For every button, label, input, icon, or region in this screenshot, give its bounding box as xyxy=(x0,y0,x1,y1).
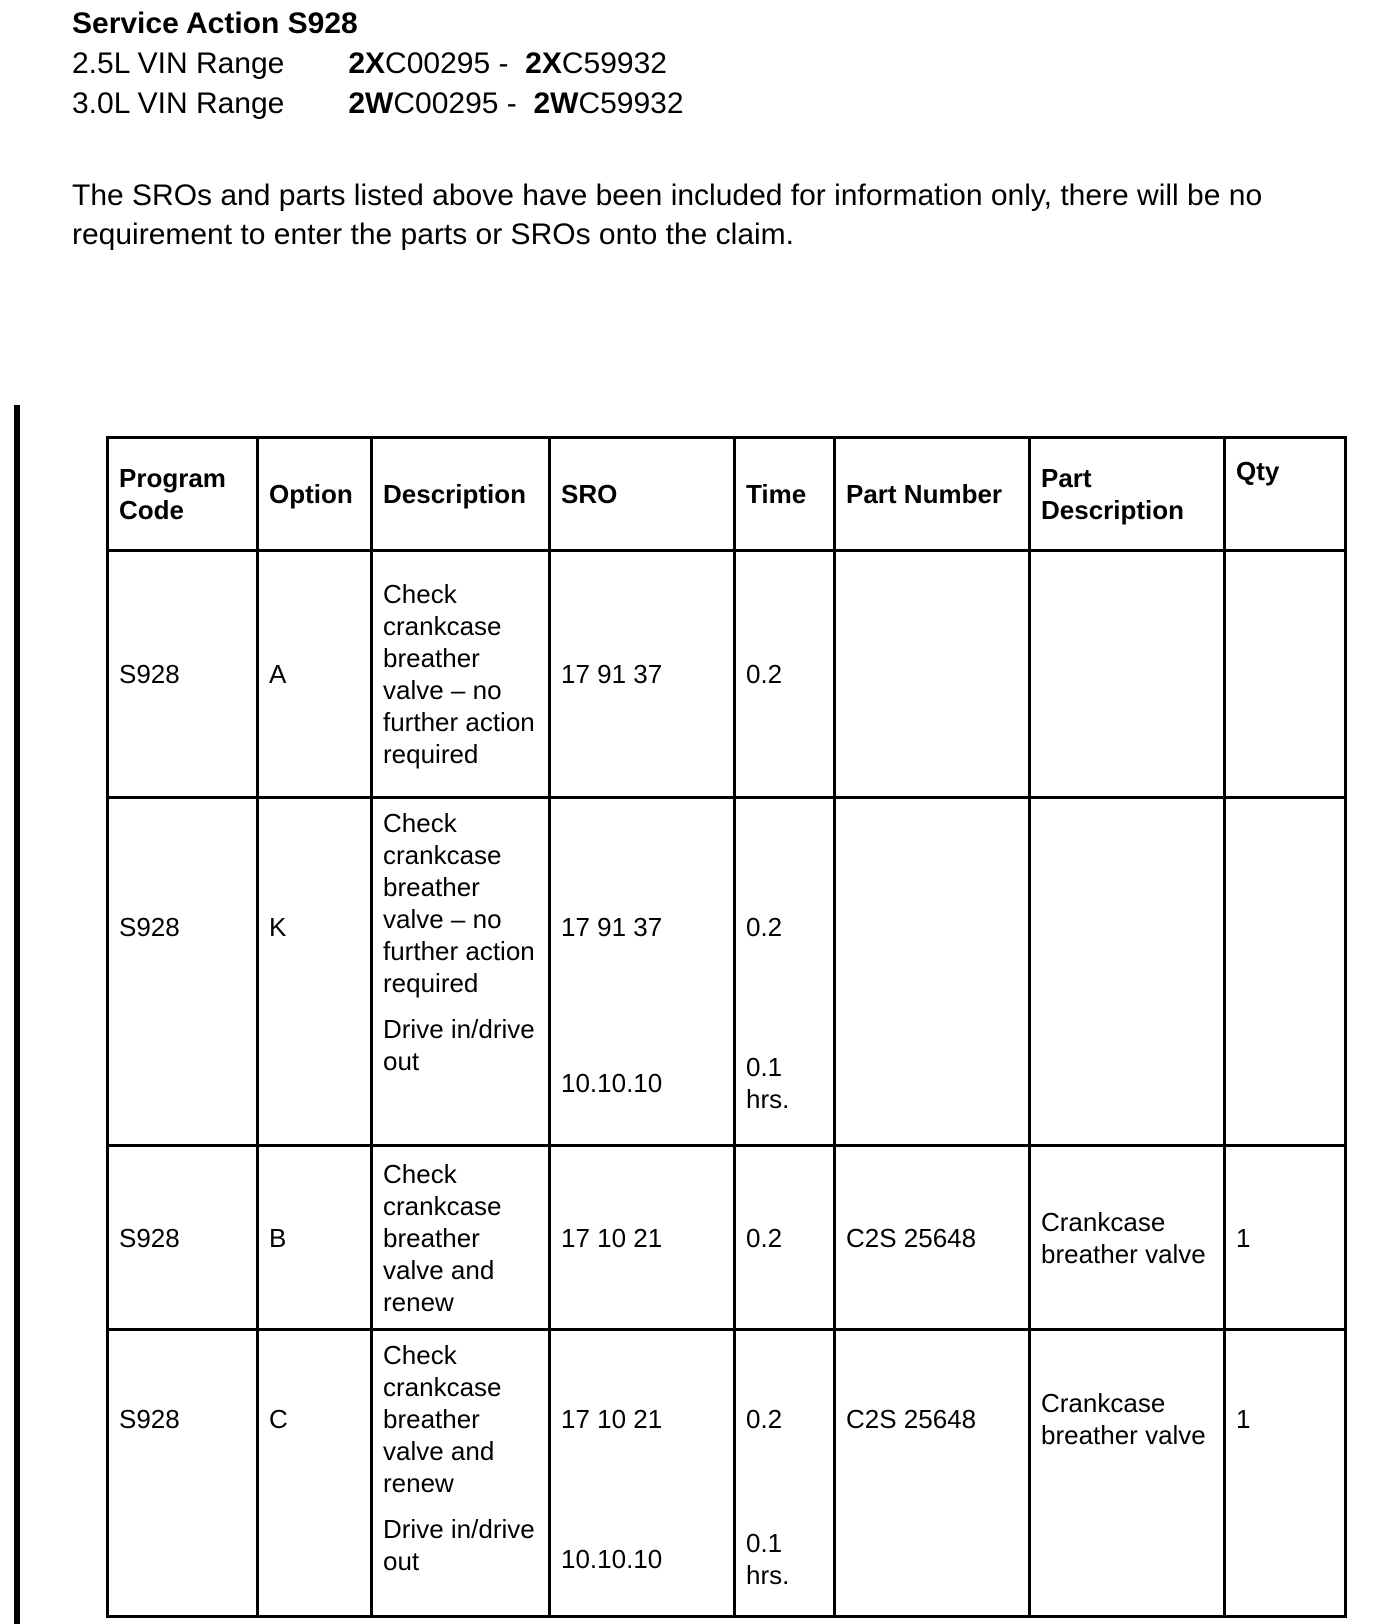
cell-part-description xyxy=(1030,551,1225,798)
column-header-qty: Qty xyxy=(1225,438,1346,551)
cell-time: 0.2 xyxy=(735,551,835,798)
cell-program-code: S928 xyxy=(108,551,258,798)
cell-option: A xyxy=(258,551,372,798)
vin-range-3-0l xyxy=(72,84,1362,124)
time-drive-in-out: 0.1 hrs. xyxy=(746,1528,790,1590)
cell-description xyxy=(372,1330,550,1617)
description-primary: Check crankcase breather valve and renew xyxy=(383,1340,502,1498)
table-row xyxy=(108,1330,1346,1617)
revision-change-bar xyxy=(14,405,20,1624)
cell-time: 0.2 xyxy=(735,1146,835,1330)
vin-start-rest: C00295 xyxy=(393,87,499,120)
sro-primary: 17 91 37 xyxy=(561,912,663,942)
information-note: The SROs and parts listed above have been included for information only, there will be no requirement to enter the parts or SROs onto the claim. xyxy=(72,179,1263,251)
cell-sro xyxy=(550,1330,735,1617)
cell-sro xyxy=(550,798,735,1146)
vin-end-prefix: 2X xyxy=(525,47,562,80)
table-header-row xyxy=(108,438,1346,551)
vin-end-prefix: 2W xyxy=(533,87,579,120)
vin-end-rest: C59932 xyxy=(578,87,684,120)
sro-drive-in-out: 10.10.10 xyxy=(561,1068,663,1098)
cell-description: Check crankcase breather valve – no further action required xyxy=(372,551,550,798)
table-row xyxy=(108,1146,1346,1330)
cell-part-description: Crankcase breather valve xyxy=(1030,1146,1225,1330)
cell-program-code: S928 xyxy=(108,1330,258,1617)
cell-description: Check crankcase breather valve and renew xyxy=(372,1146,550,1330)
column-header-part-number: Part Number xyxy=(835,438,1030,551)
vin-range-label: 2.5L VIN Range xyxy=(72,47,285,80)
cell-part-description: Crankcase breather valve xyxy=(1030,1330,1225,1617)
vin-separator: - xyxy=(490,47,517,80)
column-header-option: Option xyxy=(258,438,372,551)
cell-part-description xyxy=(1030,798,1225,1146)
table-row xyxy=(108,551,1346,798)
column-header-time: Time xyxy=(735,438,835,551)
cell-program-code: S928 xyxy=(108,798,258,1146)
cell-qty xyxy=(1225,798,1346,1146)
column-header-sro: SRO xyxy=(550,438,735,551)
description-drive-in-out: Drive in/drive out xyxy=(383,1514,535,1576)
sro-primary: 17 10 21 xyxy=(561,1404,663,1434)
table-row xyxy=(108,798,1346,1146)
vin-start-prefix: 2W xyxy=(348,87,394,120)
cell-part-number xyxy=(835,798,1030,1146)
cell-part-number xyxy=(835,551,1030,798)
vin-end-rest: C59932 xyxy=(561,47,667,80)
cell-qty xyxy=(1225,551,1346,798)
column-header-part-description: Part Description xyxy=(1030,438,1225,551)
column-header-description: Description xyxy=(372,438,550,551)
page-title: Service Action S928 xyxy=(72,7,358,40)
cell-qty: 1 xyxy=(1225,1330,1346,1617)
cell-part-number: C2S 25648 xyxy=(835,1330,1030,1617)
cell-description xyxy=(372,798,550,1146)
cell-option: B xyxy=(258,1146,372,1330)
vin-start-rest: C00295 xyxy=(385,47,491,80)
column-header-program-code: Program Code xyxy=(108,438,258,551)
vin-range-2-5l xyxy=(72,44,1362,84)
cell-option: C xyxy=(258,1330,372,1617)
cell-part-number: C2S 25648 xyxy=(835,1146,1030,1330)
document-header xyxy=(72,4,1362,124)
description-drive-in-out: Drive in/drive out xyxy=(383,1014,535,1076)
vin-start-prefix: 2X xyxy=(348,47,386,80)
cell-option: K xyxy=(258,798,372,1146)
sro-drive-in-out: 10.10.10 xyxy=(561,1544,663,1574)
time-primary: 0.2 xyxy=(746,1404,783,1434)
description-primary: Check crankcase breather valve – no further action required xyxy=(383,808,535,998)
time-primary: 0.2 xyxy=(746,912,783,942)
vin-range-label: 3.0L VIN Range xyxy=(72,87,285,120)
time-drive-in-out: 0.1 hrs. xyxy=(746,1052,790,1114)
cell-time xyxy=(735,1330,835,1617)
cell-sro: 17 10 21 xyxy=(550,1146,735,1330)
cell-qty: 1 xyxy=(1225,1146,1346,1330)
cell-program-code: S928 xyxy=(108,1146,258,1330)
cell-time xyxy=(735,798,835,1146)
cell-sro: 17 91 37 xyxy=(550,551,735,798)
vin-separator: - xyxy=(498,87,526,120)
sro-parts-table xyxy=(106,436,1347,1618)
